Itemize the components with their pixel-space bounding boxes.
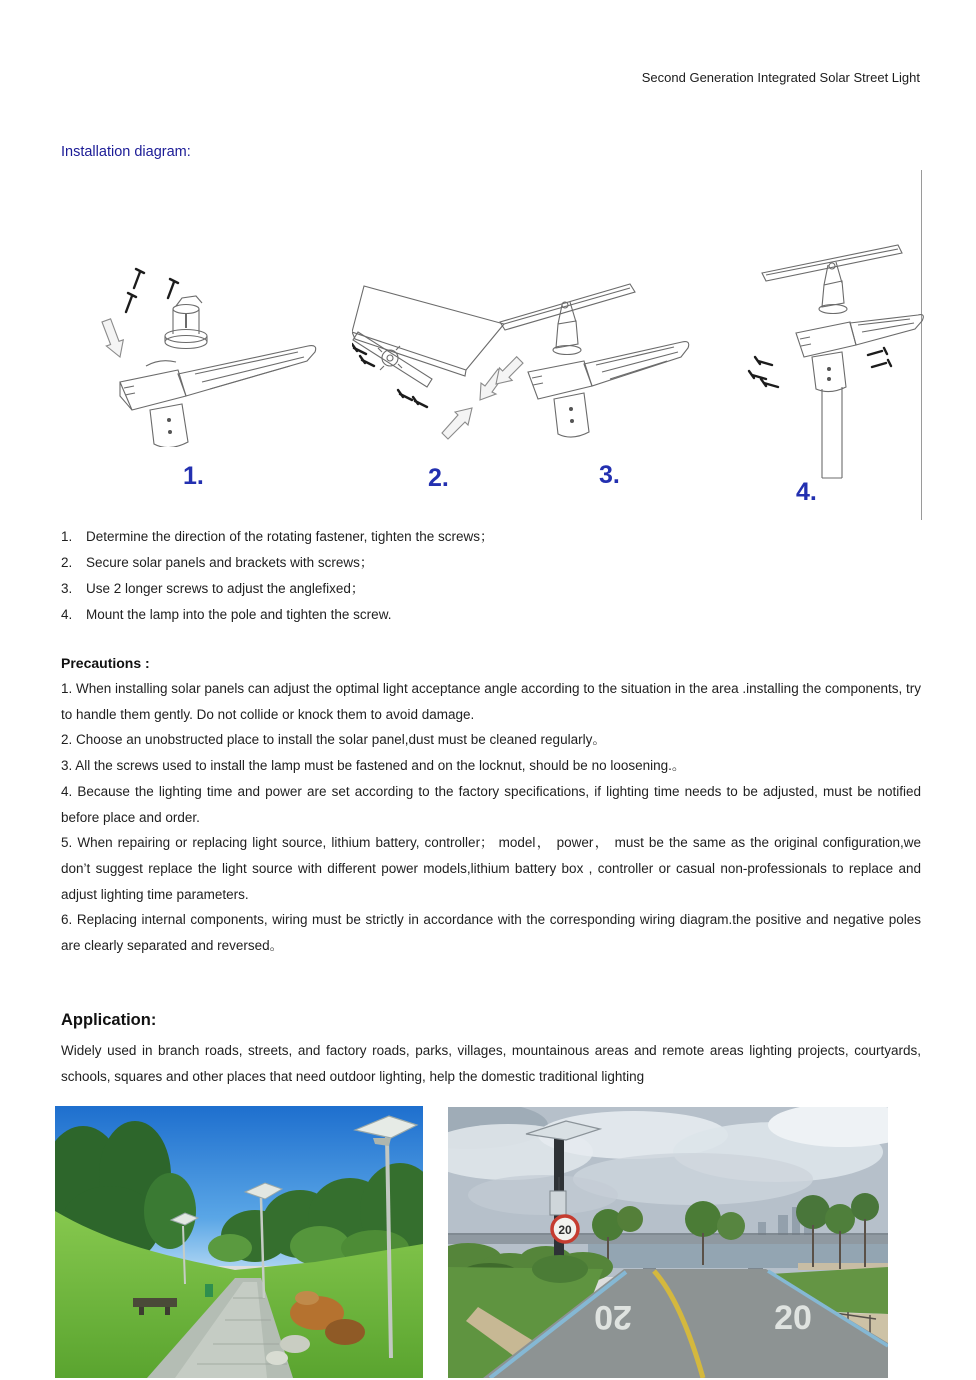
park-pathway-image (55, 1106, 423, 1378)
diagram-step3-illustration (492, 272, 695, 457)
road-marking-right: 20 (774, 1299, 812, 1337)
step-text: Secure solar panels and brackets with screws； (86, 555, 374, 570)
road-marking-left: 20 (594, 1298, 632, 1336)
diagram-step1-illustration (90, 262, 340, 447)
diagram-step3-label: 3. (599, 461, 620, 489)
install-step-item (61, 524, 761, 550)
diagram-step1-label: 1. (183, 462, 204, 490)
step-number: 1. (61, 529, 73, 544)
step-text: Mount the lamp into the pole and tighten the screw. (86, 607, 392, 622)
precautions-section (61, 650, 921, 959)
diagram-step4-illustration (700, 243, 925, 483)
step-text: Use 2 longer screws to adjust the anglefixed； (86, 581, 365, 596)
solar-panel (352, 286, 504, 370)
bench (133, 1298, 177, 1307)
install-step-item (61, 550, 761, 576)
step-number: 3. (61, 581, 73, 596)
bike-path-image (448, 1107, 888, 1378)
precaution-item-3: 3. All the screws used to install the lamp must be fastened and on the locknut, should be no loosening.。 (61, 758, 686, 774)
precautions-title: Precautions : (61, 655, 150, 671)
down-left-arrow-icon (496, 357, 523, 384)
installation-diagram-title: Installation diagram: (61, 144, 191, 160)
speed-limit-sign-text: 20 (558, 1223, 572, 1237)
application-section (61, 1006, 921, 1089)
page-header-title: Second Generation Integrated Solar Street Light (641, 70, 920, 85)
precaution-item-1: 1. When installing solar panels can adjust the optimal light acceptance angle according to the situation in the area .installing the components, try to handle them gently. Do not collide or knock them to avoid damage. (61, 681, 922, 722)
application-title: Application: (61, 1011, 157, 1029)
up-right-arrow-icon (442, 408, 472, 439)
step-number: 2. (61, 555, 73, 570)
precaution-item-6: 6. Replacing internal components, wiring must be strictly in accordance with the corresponding wiring diagram.the positive and negative poles are clearly separated and reversed。 (61, 912, 921, 954)
application-text: Widely used in branch roads, streets, and factory roads, parks, villages, mountainous areas and remote areas lighting projects, courtyards, schools, squares and other places that need outdoor lighting, help the domestic traditional lighting (61, 1043, 921, 1084)
down-arrow-icon (102, 319, 123, 357)
precaution-item-2: 2. Choose an unobstructed place to install the solar panel,dust must be cleaned regularly。 (61, 732, 606, 748)
photo-park-pathway (55, 1106, 423, 1378)
precaution-item-5: 5. When repairing or replacing light source, lithium battery, controller； model， power， must be the same as the original configuration,we don’t suggest replace the light source with different power models,lithium battery box , controller or casual non-professionals to replace and adjust lighting time parameters. (61, 835, 921, 902)
install-step-item (61, 602, 761, 628)
diagram-step2-label: 2. (428, 464, 449, 492)
trash-bin (205, 1284, 213, 1297)
diagram-step4-label: 4. (796, 478, 817, 506)
precaution-item-4: 4. Because the lighting time and power are set according to the factory specifications, if lighting time needs to be adjusted, must be notified before place and order. (61, 783, 921, 825)
mounting-pole (822, 387, 842, 478)
photo-bike-path (448, 1107, 888, 1378)
install-steps-list (61, 524, 761, 628)
step-number: 4. (61, 607, 73, 622)
step-text: Determine the direction of the rotating fastener, tighten the screws； (86, 529, 494, 544)
speed-limit-sign (552, 1216, 578, 1242)
install-step-item (61, 576, 761, 602)
